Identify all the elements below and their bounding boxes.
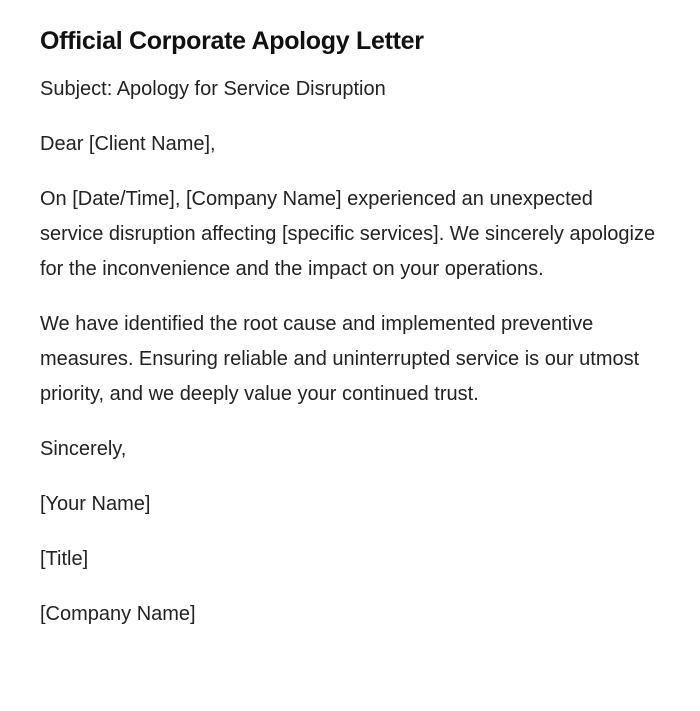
letter-subject: Subject: Apology for Service Disruption — [40, 78, 386, 100]
signature-name: [Your Name] — [40, 493, 151, 515]
signature-title: [Title] — [40, 548, 89, 570]
letter-paragraph-2: We have identified the root cause and implemented preventive measures. Ensuring reliable and uninterrupted service is our utmost priority, and we deeply value your continued trust. — [40, 313, 640, 405]
signature-company: [Company Name] — [40, 603, 196, 625]
letter-salutation: Dear [Client Name], — [40, 133, 216, 155]
letter-paragraph-1: On [Date/Time], [Company Name] experienced an unexpected service disruption affecting [specific services]. We sincerely apologize for the inconvenience and the impact on your operations. — [40, 188, 656, 280]
letter-title: Official Corporate Apology Letter — [40, 27, 424, 55]
letter-closing: Sincerely, — [40, 438, 127, 460]
